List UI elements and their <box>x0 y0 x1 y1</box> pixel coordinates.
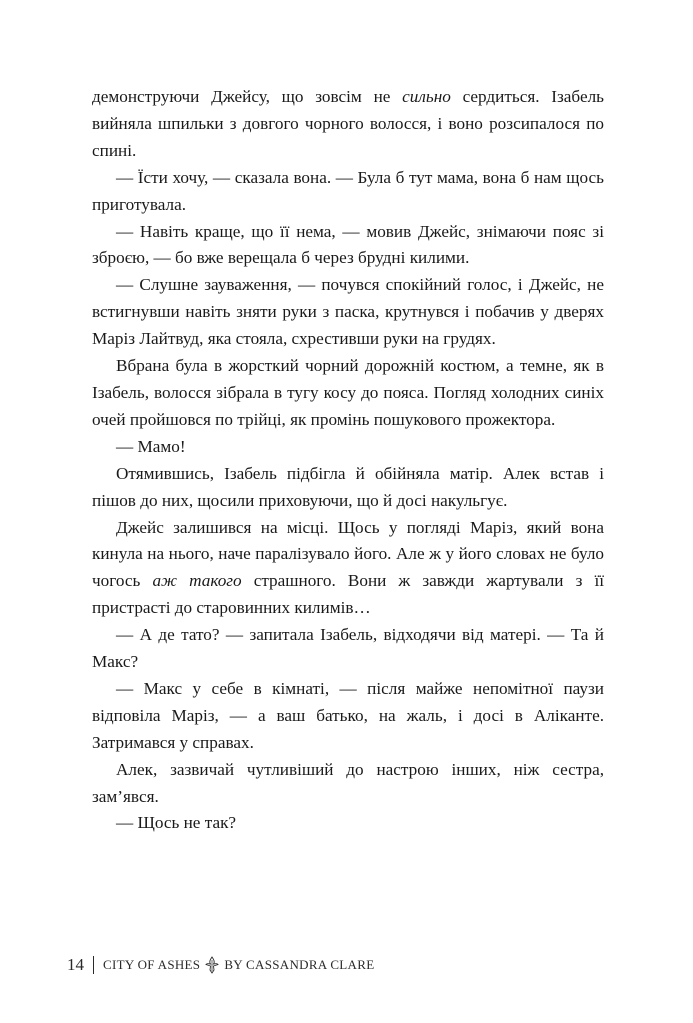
paragraph-text: — Навіть краще, що її нема, — мовив Джейс, знімаючи пояс зі зброєю, — бо вже верещала б через брудні килими. <box>92 221 604 268</box>
paragraph <box>92 84 604 165</box>
paragraph-text: Вбрана була в жорсткий чорний дорожній костюм, а темне, як в Ізабель, волосся зібрала в тугу косу до пояса. Погляд холодних синіх очей пройшовся по трійці, як промінь пошукового прожектора. <box>92 356 604 429</box>
page-body <box>92 84 604 837</box>
italic-text: аж такого <box>152 571 242 591</box>
paragraph-text: — Щось не так? <box>116 813 237 833</box>
paragraph-text: — Слушне зауваження, — почувся спокійний голос, і Джейс, не встигнувши навіть зняти руки з паска, крутнувся і побачив у дверях Маріз Лайтвуд, яка стояла, схрестивши руки на грудях. <box>92 275 604 349</box>
paragraph <box>92 461 604 515</box>
page-number: 14 <box>67 955 84 974</box>
paragraph-text: Джейс залишився на місці. Щось у погляді Маріз, який вона кинула на нього, наче паралізувало його. Але ж у його словах не було чогось <box>92 517 604 591</box>
paragraph-text: — Макс у себе в кімнаті, — після майже непомітної паузи відповіла Маріз, — а ваш батько, на жаль, і досі в Аліканте. Затримався у справах. <box>92 678 604 752</box>
paragraph <box>92 272 604 353</box>
fleur-icon <box>204 956 220 974</box>
footer-divider <box>93 956 94 974</box>
paragraph <box>92 219 604 273</box>
paragraph <box>92 165 604 219</box>
series-title: CITY OF ASHES <box>103 957 201 972</box>
paragraph <box>92 676 604 757</box>
paragraph <box>92 353 604 434</box>
paragraph-text: — А де тато? — запитала Ізабель, відходячи від матері. — Та й Макс? <box>92 625 604 672</box>
running-footer <box>67 953 374 977</box>
paragraph <box>92 434 604 461</box>
paragraph-text: демонструючи Джейсу, що зовсім не <box>92 87 403 106</box>
paragraph-text: сердиться. Ізабель вийняла шпильки з довгого чорного волосся, і воно розсипалося по спині. <box>92 87 604 160</box>
paragraph <box>92 515 604 623</box>
paragraph-text: страшного. Вони ж завжди жартували з її пристрасті до старовинних килимів… <box>92 571 605 618</box>
paragraph-text: — Їсти хочу, — сказала вона. — Була б тут мама, вона б нам щось приготувала. <box>92 167 604 214</box>
author-name: BY CASSANDRA CLARE <box>224 957 375 972</box>
paragraph <box>92 757 604 811</box>
paragraph-text: Алек, зазвичай чутливіший до настрою інших, ніж сестра, зам’явся. <box>92 759 604 806</box>
paragraph-text: — Мамо! <box>116 436 186 456</box>
paragraph <box>92 622 604 676</box>
paragraph-text: Отямившись, Ізабель підбігла й обійняла матір. Алек встав і пішов до них, щосили приховуючи, що й досі накульгує. <box>92 463 604 510</box>
italic-text: сильно <box>402 87 451 106</box>
paragraph <box>92 810 604 837</box>
